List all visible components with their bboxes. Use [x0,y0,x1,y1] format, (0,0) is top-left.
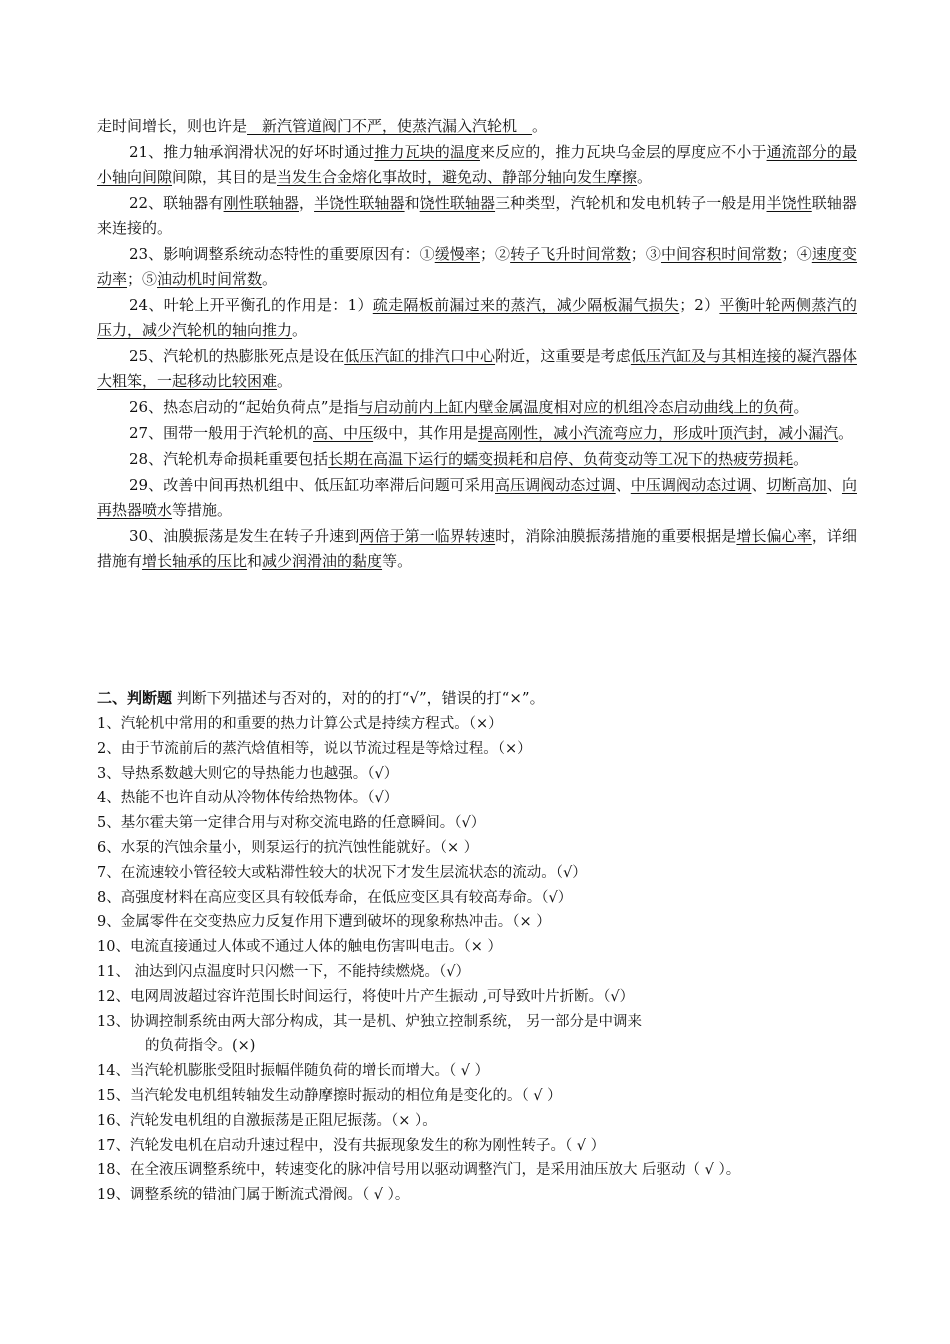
answer-blank: 通流部分的最小轴向间隙 [97,143,857,186]
question-text: 。 [793,450,809,468]
question-text: 三种类型，汽轮机和发电机转子一般是用 [495,194,767,212]
answer-blank: 增长轴承的压比 [142,552,248,570]
tf-item-3: 3、导热系数越大则它的导热能力也越强。（√） [97,765,399,782]
question-text: 22、联轴器有 [129,194,224,212]
section-heading-instruction: 判断下列描述与否对的，对的的打“√”，错误的打“×”。 [172,689,545,707]
question-text: ；③ [630,245,661,263]
answer-blank: 高压调阀动态过调 [495,476,616,494]
tf-item-15: 15、当汽轮发电机组转轴发生动静摩擦时振动的相位角是变化的。（ √ ） [97,1087,562,1104]
tf-item-19: 19、调整系统的错油门属于断流式滑阀。（ √ ）。 [97,1187,410,1204]
fill-blank-question [97,293,857,343]
answer-blank: 切断高加 [766,476,827,494]
answer-blank: 低压汽缸及与其相连接的凝汽器体大粗笨，一起移动比较困难 [97,347,857,390]
question-text: ，详细措施有 [97,527,857,570]
answer-blank: __新汽管道阀门不严，使蒸汽漏入汽轮机__ [247,117,533,135]
tf-item-1: 1、汽轮机中常用的和重要的热力计算公式是持续方程式。（×） [97,716,503,732]
question-text: 26、热态启动的“起始负荷点”是指 [129,398,359,416]
question-text: 级中，其作用是 [373,424,479,442]
question-text: 。 [277,372,293,390]
question-text: ；④ [781,245,812,263]
answer-blank: 两倍于第一临界转速 [359,527,496,545]
answer-blank: 油动机时间常数 [157,270,263,288]
tf-item-14: 14、当汽轮机膨胀受阻时振幅伴随负荷的增长而增大。（ √ ） [97,1063,490,1080]
answer-blank: 疏走隔板前漏过来的蒸汽，减少隔板漏气损失 [372,296,680,314]
section-heading-bold: 二、判断题 [97,689,173,707]
answer-blank: 中压调阀动态过调 [630,476,752,494]
question-text: 28、汽轮机寿命损耗重要包括 [129,450,329,468]
question-text: 。 [532,117,548,135]
question-text: 29、改善中间再热机组中、低压缸功率滞后问题可采用 [129,476,496,494]
question-text: ；⑤ [127,270,158,288]
fill-blank-question [97,524,857,574]
fill-blank-question [97,447,857,472]
answer-blank: 向再热器喷水 [97,476,857,519]
fill-blank-question [97,421,857,446]
tf-item-10: 10、电流直接通过人体或不通过人体的触电伤害叫电击。（× ） [97,939,502,956]
question-text: 。 [793,398,809,416]
tf-item-13: 13、协调控制系统由两大部分构成，其一是机、炉独立控制系统， 另一部分是中调来 [97,1013,643,1030]
tf-item-2: 2、由于节流前后的蒸汽焓值相等，说以节流过程是等焓过程。（×） [97,740,532,757]
answer-blank: 缓慢率 [434,245,480,263]
question-text: 和 [247,552,263,570]
question-text: 和 [404,194,420,212]
question-text: 。 [838,424,854,442]
question-text: 、 [826,476,842,494]
tf-item-5: 5、基尔霍夫第一定律合用与对称交流电路的任意瞬间。（√） [97,815,486,832]
question-text: 25、汽轮机的热膨胀死点是设在 [129,347,345,365]
fill-blank-question [97,473,857,523]
question-text: 。 [292,321,308,339]
question-text: 等措施。 [172,501,233,519]
fill-blank-question [97,191,857,241]
tf-item-4: 4、热能不也许自动从冷物体传给热物体。（√） [97,790,399,807]
tf-item-9: 9、金属零件在交变热应力反复作用下遭到破坏的现象称热冲击。（× ） [97,914,551,931]
tf-item-11: 11、 油达到闪点温度时只闪燃一下，不能持续燃烧。（√） [97,963,471,980]
question-text: 。 [637,168,653,186]
tf-item-7: 7、在流速较小管径较大或粘滞性较大的状况下才发生层流状态的流动。（√） [97,864,587,881]
section-heading [97,686,867,711]
question-text: 21、推力轴承润滑状况的好坏时通过 [129,143,375,161]
question-text: 来反应的，推力瓦块乌金层的厚度应不小于 [479,143,767,161]
answer-blank: 当发生合金熔化事故时，避免动、静部分轴向发生摩擦 [277,168,638,186]
tf-item-8: 8、高强度材料在高应变区具有较低寿命，在低应变区具有较高寿命。（√） [97,889,573,906]
tf-item-12: 12、电网周波超过容许范围长时间运行，将使叶片产生振动 ,可导致叶片折断。（√） [97,988,635,1005]
true-false-section [97,686,867,1208]
question-text: 时，消除油膜振荡措施的重要根据是 [495,527,737,545]
answer-blank: 半饶性 [766,194,812,212]
fill-blank-section [97,114,857,575]
question-text: 联轴器来连接的。 [97,194,857,237]
fill-blank-question [97,395,857,420]
question-text: ；2） [679,296,720,314]
question-text: ， [298,194,315,212]
answer-blank: 与启动前内上缸内壁金属温度相对应的机组冷态启动曲线上的负荷 [358,398,794,416]
tf-item-18: 18、在全液压调整系统中，转速变化的脉冲信号用以驱动调整汽门，是采用油压放大 后驱动（ √ ）。 [97,1162,741,1179]
question-text: 、 [751,476,767,494]
answer-blank: 增长偏心率 [736,527,812,545]
fill-blank-question [97,114,857,139]
question-text: 间隙，其目的是 [172,168,278,186]
answer-blank: 转子飞升时间常数 [510,245,631,263]
question-text: 27、围带一般用于汽轮机的 [129,424,314,442]
answer-blank: 提高刚性，减小汽流弯应力，形成叶顶汽封，减小漏汽 [478,424,839,442]
answer-blank: 中间容积时间常数 [660,245,782,263]
answer-blank: 长期在高温下运行的蠕变损耗和启停、负荷变动等工况下的热疲劳损耗 [328,450,794,468]
question-text: 、 [615,476,631,494]
answer-blank: 平衡叶轮两侧蒸汽的压力，减少汽轮机的轴向推力 [97,296,857,339]
question-text: 30、油膜振荡是发生在转子升速到 [129,527,360,545]
question-text: 24、叶轮上开平衡孔的作用是：1） [129,296,373,314]
fill-blank-question [97,344,857,394]
answer-blank: 低压汽缸的排汽口中心 [344,347,496,365]
answer-blank: 高、中压 [313,424,374,442]
question-text: 等。 [382,552,413,570]
answer-blank: 半饶性联轴器 [314,194,405,212]
tf-item-13-cont-text: 的负荷指令。(×) [145,1038,256,1055]
tf-item-16: 16、汽轮发电机组的自激振荡是正阻尼振荡。（× ）。 [97,1112,437,1129]
answer-blank: 刚性联轴器 [223,194,299,212]
answer-blank: 减少润滑油的黏度 [262,552,383,570]
true-false-list [97,712,867,1208]
tf-item-6: 6、水泵的汽蚀余量小，则泵运行的抗汽蚀性能就好。（× ） [97,839,479,856]
question-text: 走时间增长，则也许是 [97,117,248,135]
fill-blank-question [97,242,857,292]
tf-item-13-cont [97,1034,867,1059]
answer-blank: 饶性联轴器 [419,194,496,212]
fill-blank-question [97,140,857,190]
answer-blank: 推力瓦块的温度 [374,143,480,161]
question-text: 23、影响调整系统动态特性的重要原因有：① [129,245,435,263]
question-text: 。 [262,270,278,288]
answer-blank: 速度变动率 [97,245,857,288]
tf-item-17: 17、汽轮发电机在启动升速过程中，没有共振现象发生的称为刚性转子。（ √ ） [97,1137,606,1154]
question-text: ；② [479,245,511,263]
question-text: 附近，这重要是考虑 [495,347,631,365]
